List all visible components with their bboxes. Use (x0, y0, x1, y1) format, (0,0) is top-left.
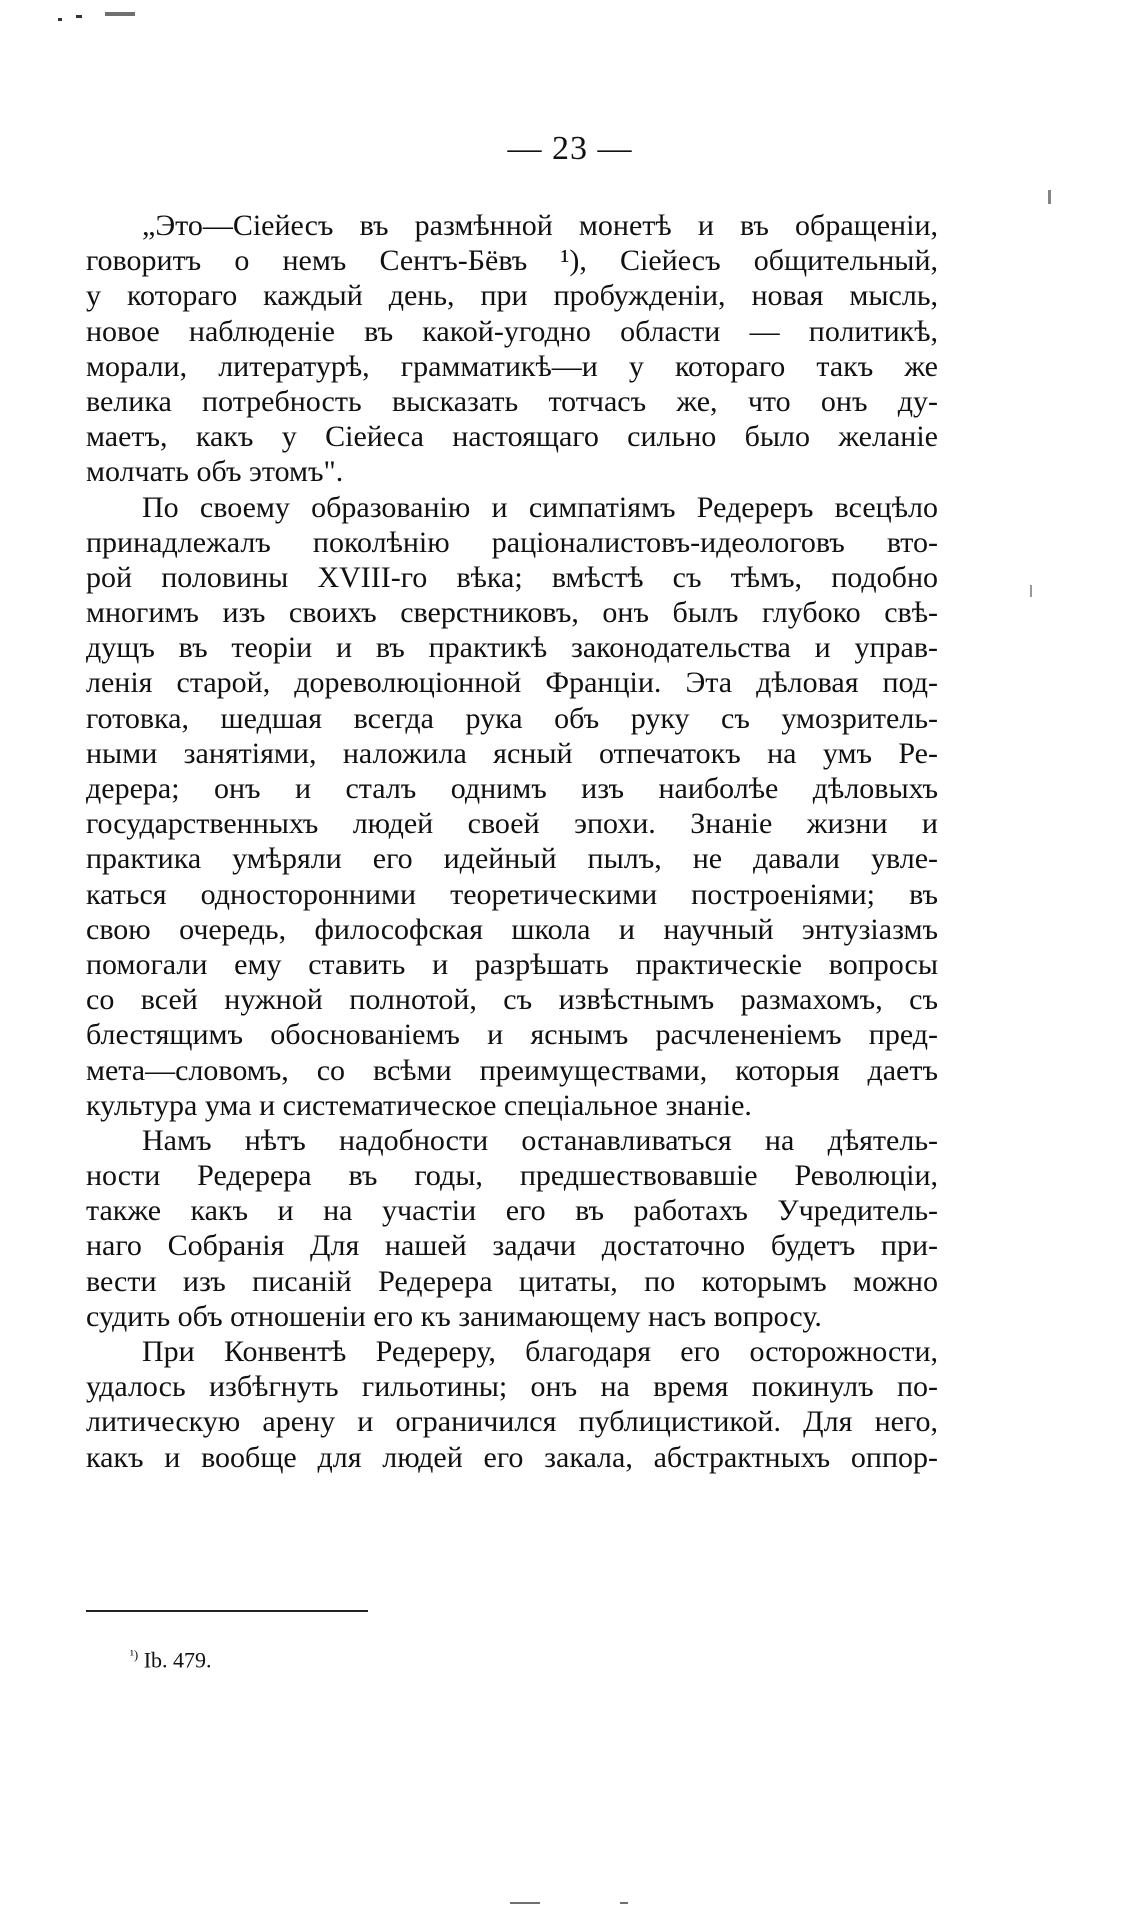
scan-speck (58, 18, 62, 21)
text-line: наго Собранія Для нашей задачи достаточно будетъ при- (86, 1229, 938, 1263)
text-line: многимъ изъ своихъ сверстниковъ, онъ былъ глубоко свѣ- (86, 596, 938, 630)
scan-speck (76, 15, 82, 18)
footnote (130, 1640, 212, 1675)
page-number: — 23 — (507, 130, 633, 167)
paragraph-1 (86, 208, 938, 490)
text-line: велика потребность высказать тотчасъ же, что онъ ду- (86, 384, 938, 418)
text-line: новое наблюденіе въ какой-угодно области — политикѣ, (86, 314, 938, 348)
text-line: молчать объ этомъ". (86, 455, 344, 489)
text-line: дущъ въ теоріи и въ практикѣ законодательства и управ- (86, 631, 938, 665)
paragraph-2 (86, 490, 938, 1123)
text-line: морали, литературѣ, грамматикѣ—и у котораго такъ же (86, 349, 938, 383)
text-line: вести изъ писаній Редерера цитаты, по которымъ можно (86, 1264, 938, 1298)
text-line: со всей нужной полнотой, съ извѣстнымъ размахомъ, съ (86, 983, 938, 1017)
text-line: дерера; онъ и сталъ однимъ изъ наиболѣе дѣловыхъ (86, 772, 938, 805)
text-line: свою очередь, философская школа и научный энтузіазмъ (86, 912, 938, 946)
text-line: ными занятіями, наложила ясный отпечатокъ на умъ Ре- (86, 736, 938, 770)
footnote-text: Ib. 479. (143, 1647, 212, 1673)
text-line: маетъ, какъ у Сіейеса настоящаго сильно было желаніе (86, 420, 938, 454)
scan-speck (105, 12, 135, 16)
paragraph-4 (86, 1334, 938, 1475)
text-line: каться односторонними теоретическими построеніями; въ (86, 877, 938, 911)
text-line: ности Редерера въ годы, предшествовавшіе Революціи, (86, 1159, 938, 1193)
text-line: принадлежалъ поколѣнію раціоналистовъ-идеологовъ вто- (86, 525, 938, 559)
text-line: говоритъ о немъ Сентъ-Бёвъ ¹), Сіейесъ общительный, (86, 244, 938, 278)
text-line: готовка, шедшая всегда рука объ руку съ умозритель- (86, 701, 938, 735)
scan-speck (620, 1902, 628, 1904)
text-line: практика умѣряли его идейный пылъ, не давали увле- (86, 842, 938, 876)
paragraph-3 (86, 1123, 938, 1334)
text-line: „Это—Сіейесъ въ размѣнной монетѣ и въ обращеніи, (142, 209, 938, 242)
text-line: также какъ и на участіи его въ работахъ Учредитель- (86, 1194, 938, 1228)
scan-speck (510, 1902, 540, 1904)
text-line: какъ и вообще для людей его закала, абстрактныхъ оппор- (86, 1440, 938, 1474)
text-line: государственныхъ людей своей эпохи. Знаніе жизни и (86, 807, 938, 841)
text-line: По своему образованію и симпатіямъ Редереръ всецѣло (142, 490, 938, 524)
text-line: Намъ нѣтъ надобности останавливаться на дѣятель- (142, 1123, 938, 1157)
text-line: рой половины XVIII-го вѣка; вмѣстѣ съ тѣмъ, подобно (86, 560, 938, 594)
text-line: у котораго каждый день, при пробужденіи, новая мысль, (86, 279, 938, 313)
scan-speck (1048, 190, 1051, 204)
text-line: удалось избѣгнуть гильотины; онъ на время покинулъ по- (86, 1370, 938, 1404)
footnote-mark: ¹) (130, 1647, 139, 1662)
text-line: блестящимъ обоснованіемъ и яснымъ расчлененіемъ пред- (86, 1018, 938, 1052)
text-line: помогали ему ставить и разрѣшать практическіе вопросы (86, 947, 938, 981)
scan-speck (1030, 585, 1032, 597)
text-line: ленія старой, дореволюціонной Франціи. Эта дѣловая под- (86, 666, 938, 700)
text-line: культура ума и систематическое спеціальное знаніе. (86, 1088, 752, 1122)
footnote-divider (86, 1610, 368, 1612)
text-line: мета—словомъ, со всѣми преимуществами, которыя даетъ (86, 1053, 938, 1087)
text-line: судить объ отношеніи его къ занимающему насъ вопросу. (86, 1299, 822, 1333)
text-line: При Конвентѣ Редереру, благодаря его осторожности, (142, 1335, 938, 1368)
body-text (86, 208, 938, 1475)
text-line: литическую арену и ограничился публицистикой. Для него, (86, 1405, 938, 1439)
